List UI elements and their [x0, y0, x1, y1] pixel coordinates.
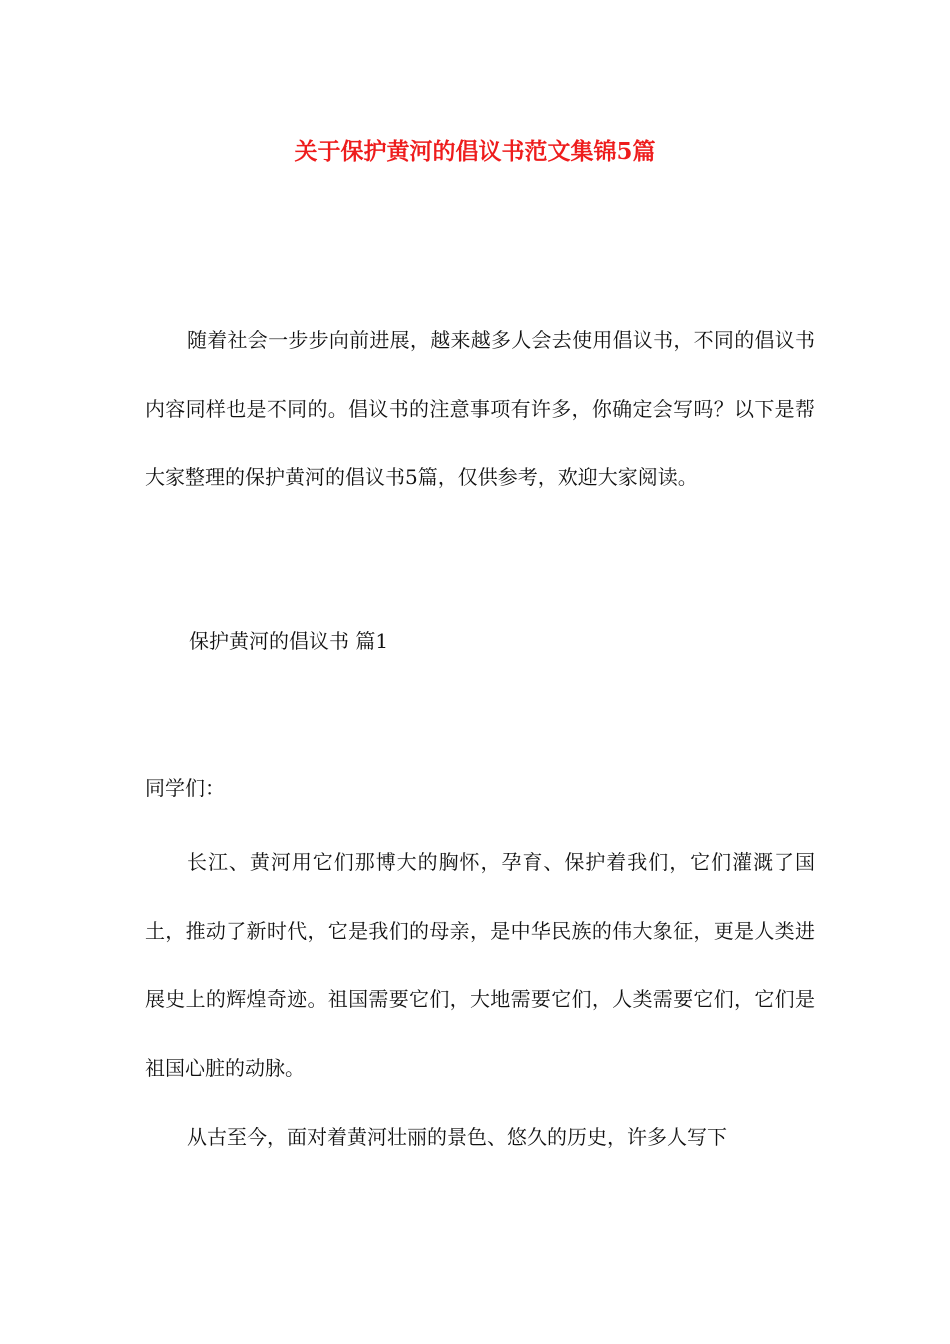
body-paragraph-1: 长江、黄河用它们那博大的胸怀，孕育、保护着我们，它们灌溉了国土，推动了新时代，它是我们的母亲，是中华民族的伟大象征，更是人类进展史上的辉煌奇迹。祖国需要它们，大地需要它们，人类需要它们，它们是祖国心脏的动脉。 — [145, 850, 815, 1080]
intro-paragraph: 随着社会一步步向前进展，越来越多人会去使用倡议书，不同的倡议书内容同样也是不同的。倡议书的注意事项有许多，你确定会写吗？以下是帮大家整理的保护黄河的倡议书5篇，仅供参考，欢迎大家阅读。 — [145, 328, 815, 489]
document-title: 关于保护黄河的倡议书范文集锦5篇 — [294, 138, 656, 165]
body-paragraph-2: 从古至今，面对着黄河壮丽的景色、悠久的历史，许多人写下 — [187, 1125, 727, 1149]
salutation: 同学们： — [145, 776, 225, 800]
section-heading: 保护黄河的倡议书 篇1 — [189, 629, 389, 653]
